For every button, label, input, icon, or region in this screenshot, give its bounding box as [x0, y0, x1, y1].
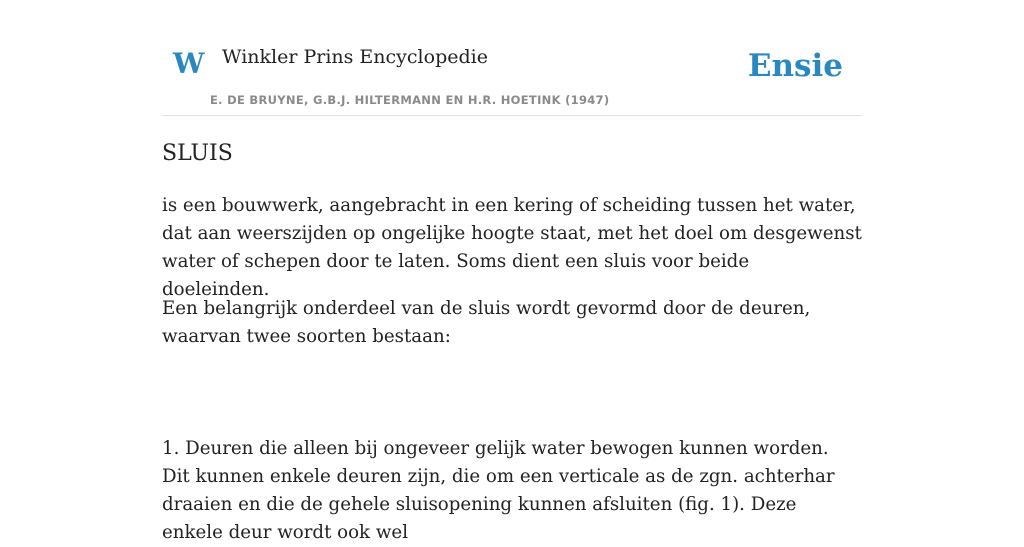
page-container [162, 0, 862, 543]
entry-title: SLUIS [162, 141, 233, 166]
authors-line: E. DE BRUYNE, G.B.J. HILTERMANN EN H.R. HOETINK (1947) [210, 93, 610, 107]
entry-paragraph: is een bouwwerk, aangebracht in een kering of scheiding tussen het water, dat aan weerszijden op ongelijke hoogte staat, met het doel om desgewenst water of schepen door te laten. Soms dient een sluis voor beide doeleinden. [162, 195, 862, 300]
entry-paragraph: Een belangrijk onderdeel van de sluis wordt gevormd door de deuren, waarvan twee soorten bestaan: [162, 298, 811, 347]
ensie-logo-link[interactable]: Ensie [747, 48, 843, 84]
encyclopedia-logo[interactable]: W [173, 47, 205, 80]
entry-paragraph: 1. Deuren die alleen bij ongeveer gelijk water bewogen kunnen worden. Dit kunnen enkele deuren zijn, die om een verticale as de zgn. achterhar draaien en die de gehele sluisopening kunnen afsluiten (fig. 1). Deze enkele deur wordt ook wel [162, 438, 835, 543]
book-title-link[interactable]: Winkler Prins Encyclopedie [222, 46, 488, 68]
header [162, 0, 862, 116]
